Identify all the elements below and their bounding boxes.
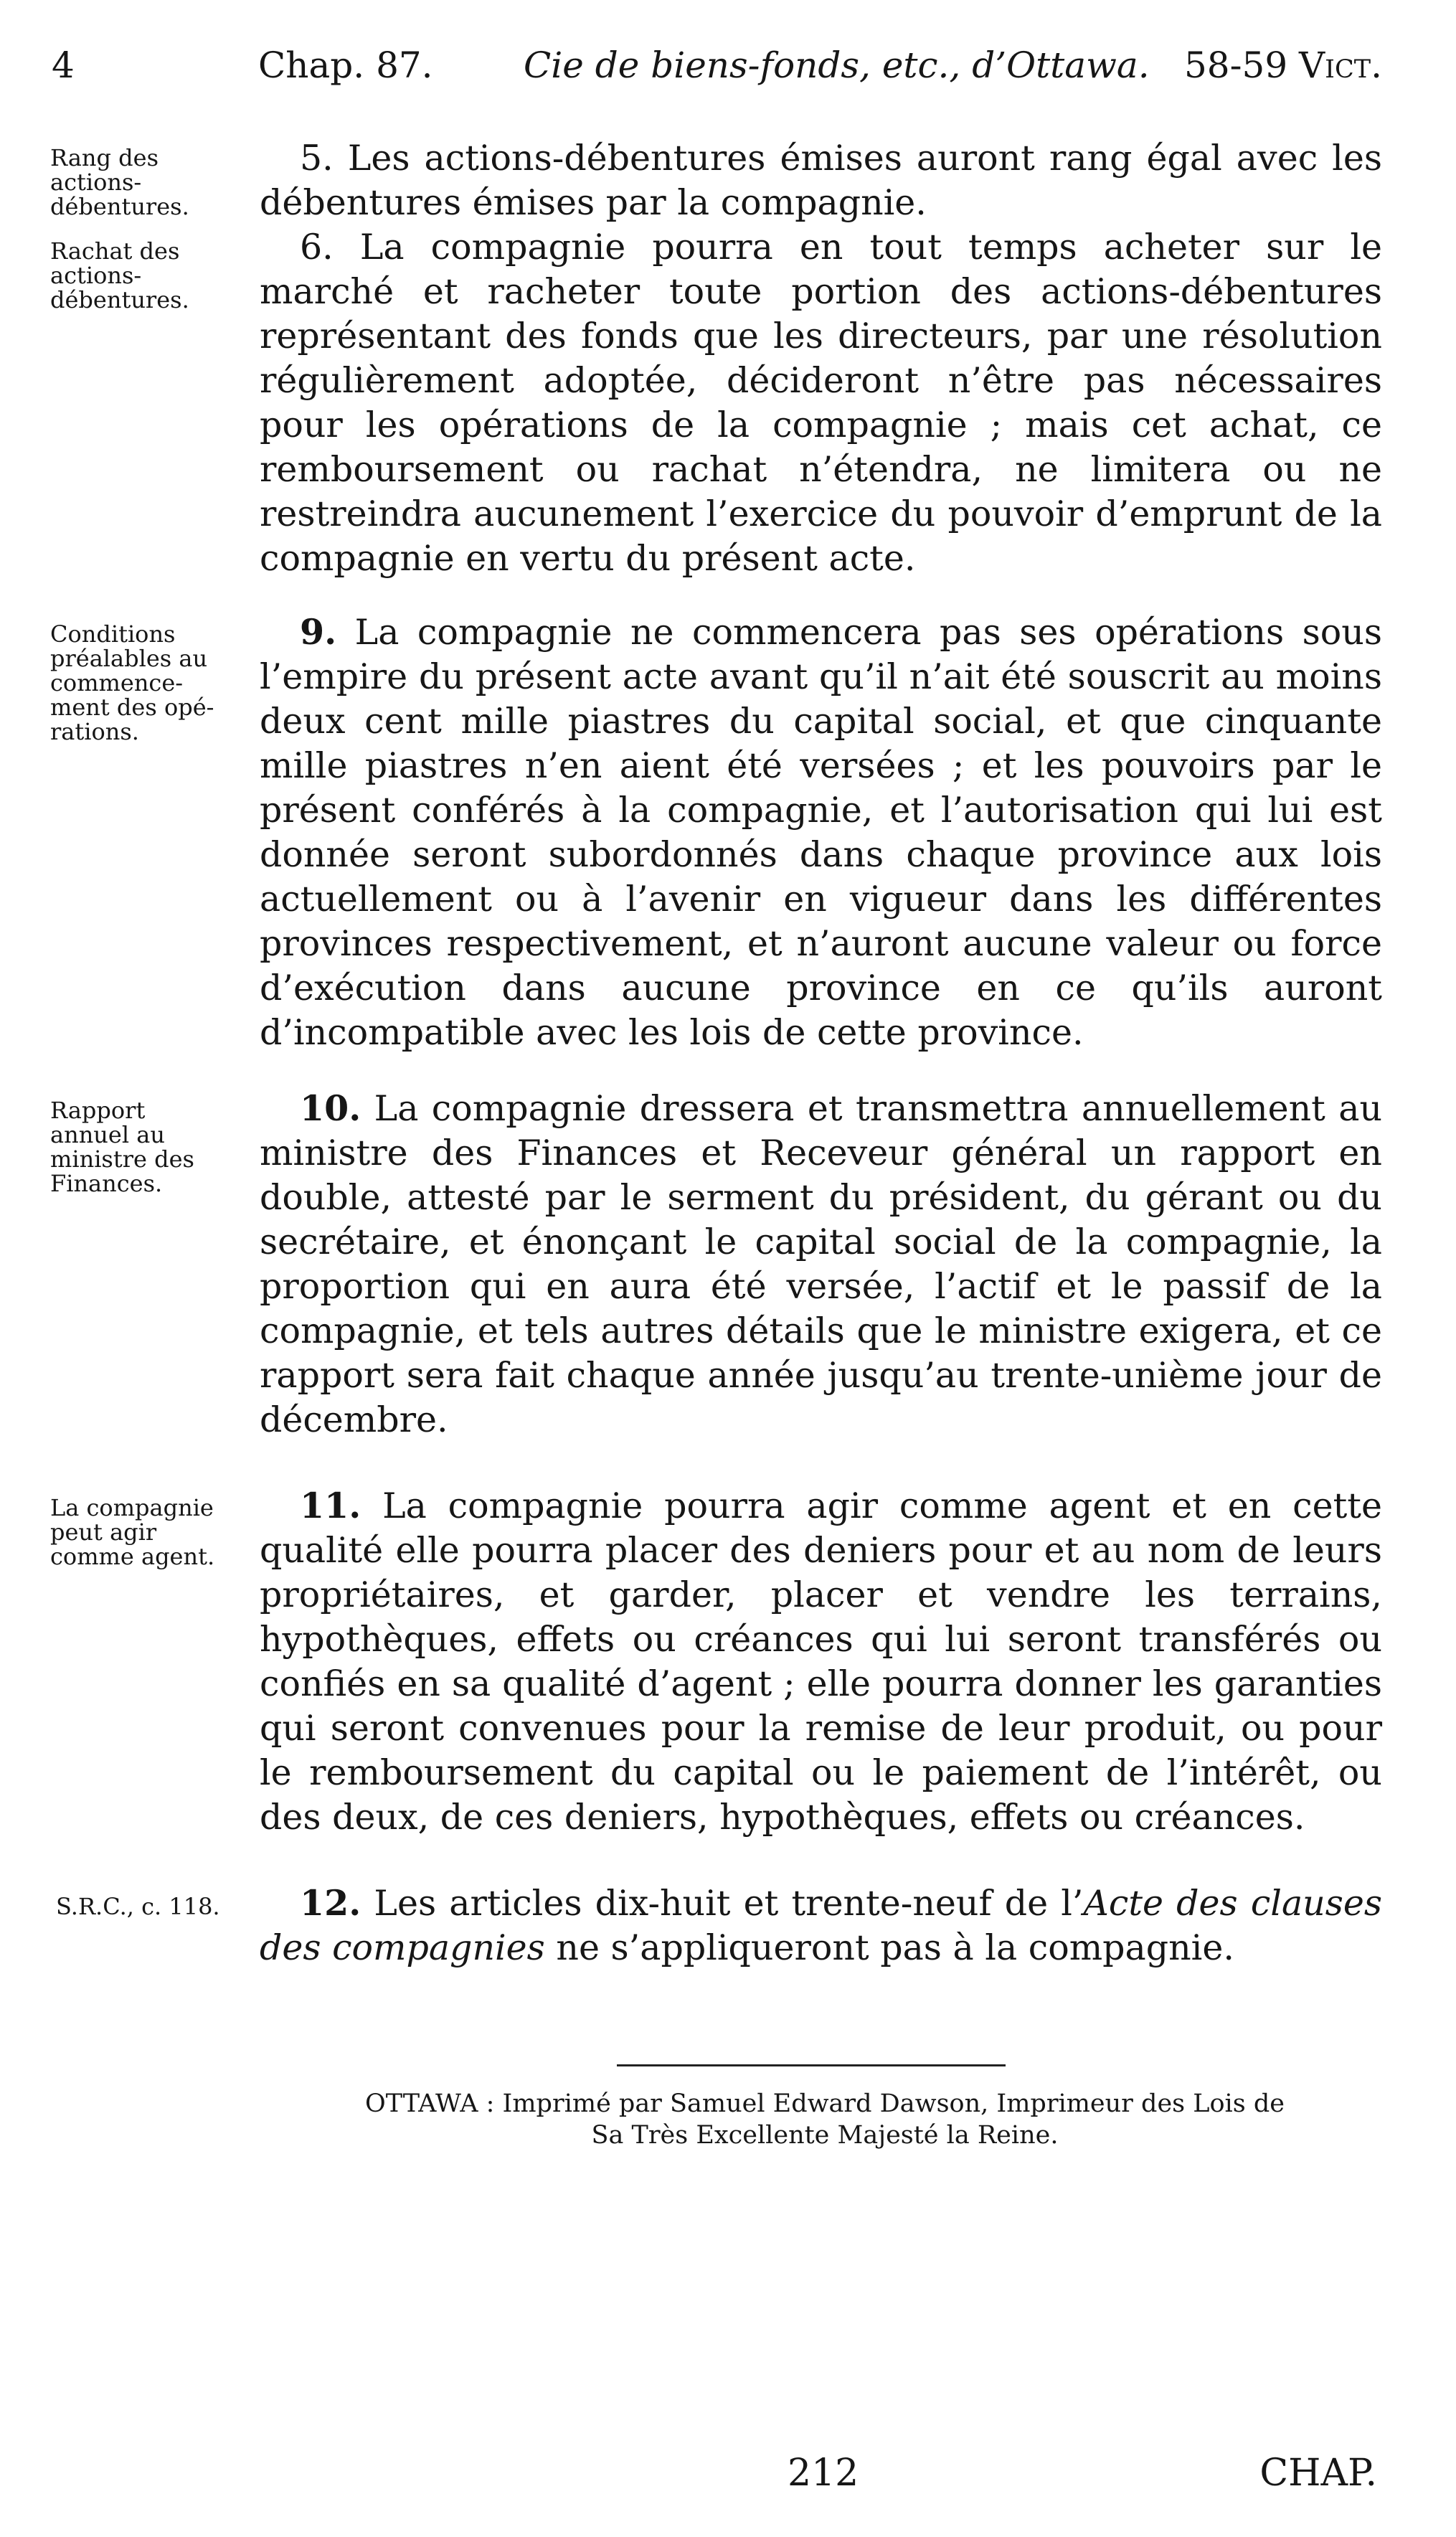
section-text: Les actions-débentures émises auront rang égal avec les débentures émises par la compagnie. bbox=[260, 138, 1382, 223]
running-header bbox=[52, 44, 1382, 102]
margin-note: Rapport annuel au ministre des Finances. bbox=[50, 1097, 194, 1197]
section-number: 6. bbox=[300, 227, 334, 268]
margin-note: Rachat des actions- débentures. bbox=[50, 237, 189, 313]
section-body bbox=[260, 225, 1382, 581]
section-text: La compagnie ne commencera pas ses opérations sous l’empire du présent acte avant qu’il n’ait été souscrit au moins deux cent mille piastres du capital social, et que cinquante mille piastres n’en aient été versées ; et les pouvoirs par le présent conférés à la compagnie, et l’autorisation qui lui est donnée seront subordonnés dans chaque province aux lois actuellement ou à l’avenir en vigueur dans les différentes provinces respectivement, et n’auront aucune valeur ou force d’exécution dans aucune province en ce qu’ils auront d’incompatible avec les lois de cette province. bbox=[260, 612, 1382, 1053]
section-text: La compagnie pourra en tout temps acheter sur le marché et racheter toute portion des actions-débentures représentant des fonds que les directeurs, par une résolution régulièrement adoptée, décideront n’être pas nécessaires pour les opérations de la compagnie ; mais cet achat, ce remboursement ou rachat n’étendra, ne limitera ou ne restreindra aucunement l’exercice du pouvoir d’emprunt de la compagnie en vertu du présent acte. bbox=[260, 227, 1382, 579]
section-body bbox=[260, 1881, 1382, 1970]
section-number: 11. bbox=[300, 1485, 361, 1526]
margin-note: Rang des actions- débentures. bbox=[50, 144, 189, 220]
section-body bbox=[260, 610, 1382, 1055]
section-text-end: ne s’appliqueront pas à la compagnie. bbox=[544, 1927, 1234, 1968]
act-title: Acte des clauses des compagnies bbox=[260, 1883, 1383, 1968]
printer-imprint bbox=[265, 2089, 1384, 2152]
section-text: Les articles dix-huit et trente-neuf de l’ bbox=[374, 1883, 1084, 1924]
section-number: 10. bbox=[300, 1087, 361, 1129]
header-chapter: Chap. 87. bbox=[258, 44, 433, 86]
section-text: La compagnie pourra agir comme agent et en cette qualité elle pourra placer des deniers pour et au nom de leurs propriétaires, et garder, placer et vendre les terrains, hypothèques, effets ou créances qui lui seront transférés ou confiés en sa qualité d’agent ; elle pourra donner les garanties qui seront convenues pour la remise de leur produit, ou pour le remboursement du capital ou le paiement de l’intérêt, ou des deux, de ces deniers, hypothèques, effets ou créances. bbox=[260, 1485, 1382, 1838]
section-body bbox=[260, 136, 1382, 225]
section-number: 9. bbox=[300, 611, 337, 653]
margin-note: Conditions préalables au commence- ment des opé- rations. bbox=[50, 620, 214, 745]
header-page-number: 4 bbox=[52, 44, 75, 86]
section-body bbox=[260, 1086, 1382, 1442]
header-title: Cie de biens-fonds, etc., d’Ottawa. bbox=[524, 44, 1150, 86]
imprint-line-2: Sa Très Excellente Majesté la Reine. bbox=[591, 2120, 1059, 2150]
section-number: 12. bbox=[300, 1882, 361, 1924]
section-number: 5. bbox=[300, 138, 334, 179]
section-body bbox=[260, 1483, 1382, 1840]
header-year: 58-59 Vict. bbox=[1184, 44, 1382, 86]
margin-note: S.R.C., c. 118. bbox=[56, 1893, 220, 1920]
imprint-line-1: OTTAWA : Imprimé par Samuel Edward Dawson, Imprimeur des Lois de bbox=[365, 2089, 1285, 2118]
margin-note: La compagnie peut agir comme agent. bbox=[50, 1494, 215, 1570]
footer-catchword: CHAP. bbox=[1259, 2452, 1377, 2495]
section-text: La compagnie dressera et transmettra annuellement au ministre des Finances et Receveur général un rapport en double, attesté par le serment du président, du gérant ou du secrétaire, et énonçant le capital social de la compagnie, la proportion qui en aura été versée, l’actif et le passif de la compagnie, et tels autres détails que le ministre exigera, et ce rapport sera fait chaque année jusqu’au trente-unième jour de décembre. bbox=[260, 1088, 1382, 1440]
footer-page-number: 212 bbox=[788, 2452, 859, 2495]
divider-rule bbox=[617, 2064, 1006, 2066]
